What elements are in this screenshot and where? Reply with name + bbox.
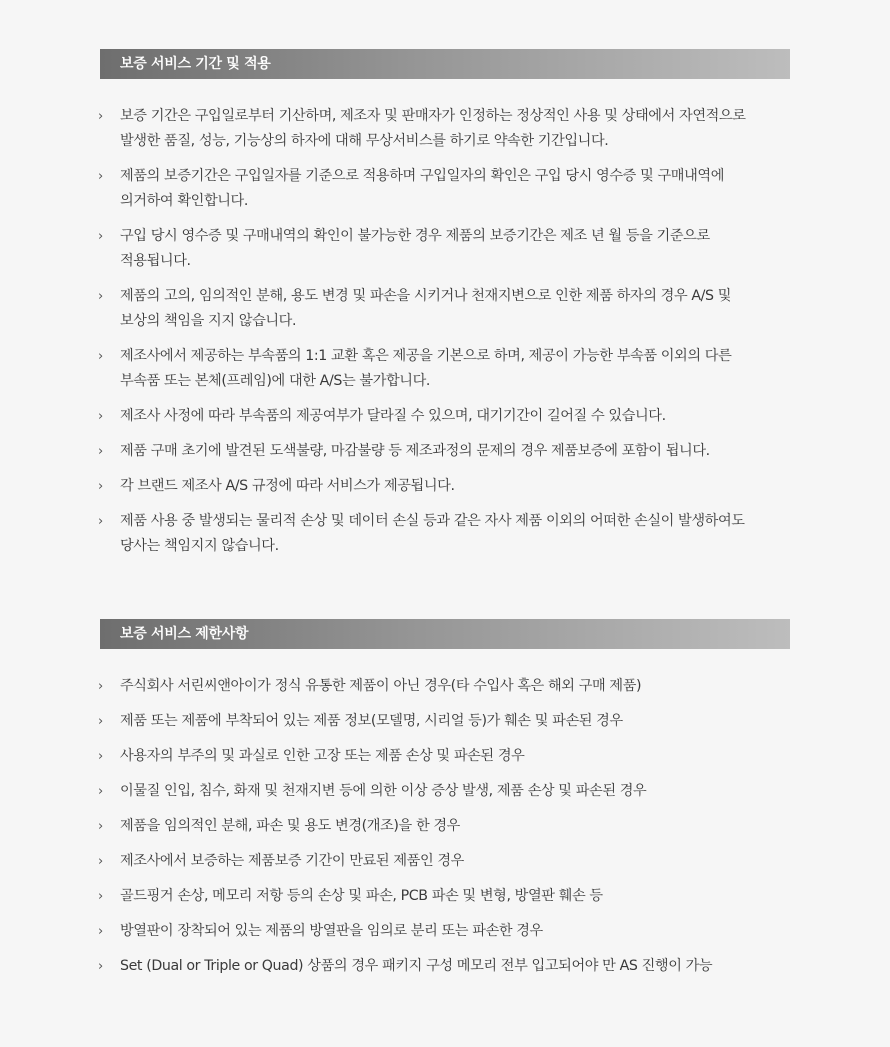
chevron-right-icon: › [98, 714, 103, 729]
chevron-right-icon: › [98, 479, 103, 494]
list-item [100, 404, 790, 429]
list-item-text: 제품의 보증기간은 구입일자를 기준으로 적용하며 구입일자의 확인은 구입 당시 영수증 및 구매내역에 의거하여 확인합니다. [120, 168, 725, 209]
chevron-right-icon: › [98, 289, 103, 304]
list-item [100, 104, 790, 154]
list-item-text: 제품 또는 제품에 부착되어 있는 제품 정보(모델명, 시리얼 등)가 훼손 및 파손된 경우 [120, 713, 623, 729]
list-item-text: 보증 기간은 구입일로부터 기산하며, 제조자 및 판매자가 인정하는 정상적인 사용 및 상태에서 자연적으로 발생한 품질, 성능, 기능상의 하자에 대해 무상서비스를 하기로 약속한 기간입니다. [120, 108, 746, 149]
limits-section-title: 보증 서비스 제한사항 [100, 619, 790, 649]
chevron-right-icon: › [98, 109, 103, 124]
chevron-right-icon: › [98, 444, 103, 459]
list-item-text: 제조사 사정에 따라 부속품의 제공여부가 달라질 수 있으며, 대기기간이 길어질 수 있습니다. [120, 408, 666, 424]
chevron-right-icon: › [98, 349, 103, 364]
list-item [100, 344, 790, 394]
chevron-right-icon: › [98, 924, 103, 939]
list-item [100, 814, 790, 839]
list-item [100, 744, 790, 769]
list-item [100, 474, 790, 499]
list-item [100, 439, 790, 464]
list-item [100, 709, 790, 734]
chevron-right-icon: › [98, 819, 103, 834]
chevron-right-icon: › [98, 514, 103, 529]
list-item-text: 제품 사용 중 발생되는 물리적 손상 및 데이터 손실 등과 같은 자사 제품 이외의 어떠한 손실이 발생하여도 당사는 책임지지 않습니다. [120, 513, 745, 554]
list-item [100, 509, 790, 559]
list-item-text: 방열판이 장착되어 있는 제품의 방열판을 임의로 분리 또는 파손한 경우 [120, 923, 543, 939]
warranty-section-title: 보증 서비스 기간 및 적용 [100, 49, 790, 79]
chevron-right-icon: › [98, 409, 103, 424]
list-item-text: 이물질 인입, 침수, 화재 및 천재지변 등에 의한 이상 증상 발생, 제품 손상 및 파손된 경우 [120, 783, 647, 799]
list-item-text: Set (Dual or Triple or Quad) 상품의 경우 패키지 구성 메모리 전부 입고되어야 만 AS 진행이 가능 [120, 958, 713, 974]
list-item [100, 954, 790, 979]
list-item-text: 제품을 임의적인 분해, 파손 및 용도 변경(개조)을 한 경우 [120, 818, 460, 834]
warranty-list [100, 104, 790, 559]
list-item-text: 제조사에서 보증하는 제품보증 기간이 만료된 제품인 경우 [120, 853, 464, 869]
chevron-right-icon: › [98, 749, 103, 764]
chevron-right-icon: › [98, 854, 103, 869]
list-item [100, 674, 790, 699]
list-item [100, 849, 790, 874]
limits-section [100, 619, 790, 989]
list-item [100, 164, 790, 214]
chevron-right-icon: › [98, 784, 103, 799]
chevron-right-icon: › [98, 889, 103, 904]
list-item-text: 골드핑거 손상, 메모리 저항 등의 손상 및 파손, PCB 파손 및 변형, 방열판 훼손 등 [120, 888, 603, 904]
chevron-right-icon: › [98, 229, 103, 244]
list-item [100, 884, 790, 909]
limits-list [100, 674, 790, 979]
warranty-section [100, 49, 790, 569]
chevron-right-icon: › [98, 169, 103, 184]
chevron-right-icon: › [98, 959, 103, 974]
list-item [100, 919, 790, 944]
list-item-text: 제품의 고의, 임의적인 분해, 용도 변경 및 파손을 시키거나 천재지변으로 인한 제품 하자의 경우 A/S 및 보상의 책임을 지지 않습니다. [120, 288, 732, 329]
list-item-text: 구입 당시 영수증 및 구매내역의 확인이 불가능한 경우 제품의 보증기간은 제조 년 월 등을 기준으로 적용됩니다. [120, 228, 710, 269]
list-item-text: 주식회사 서린씨앤아이가 정식 유통한 제품이 아닌 경우(타 수입사 혹은 해외 구매 제품) [120, 678, 642, 694]
chevron-right-icon: › [98, 679, 103, 694]
list-item-text: 사용자의 부주의 및 과실로 인한 고장 또는 제품 손상 및 파손된 경우 [120, 748, 525, 764]
list-item-text: 각 브랜드 제조사 A/S 규정에 따라 서비스가 제공됩니다. [120, 478, 455, 494]
list-item-text: 제품 구매 초기에 발견된 도색불량, 마감불량 등 제조과정의 문제의 경우 제품보증에 포함이 됩니다. [120, 443, 710, 459]
list-item [100, 779, 790, 804]
list-item [100, 224, 790, 274]
list-item [100, 284, 790, 334]
list-item-text: 제조사에서 제공하는 부속품의 1:1 교환 혹은 제공을 기본으로 하며, 제공이 가능한 부속품 이외의 다른 부속품 또는 본체(프레임)에 대한 A/S는 불가합니다. [120, 348, 732, 389]
